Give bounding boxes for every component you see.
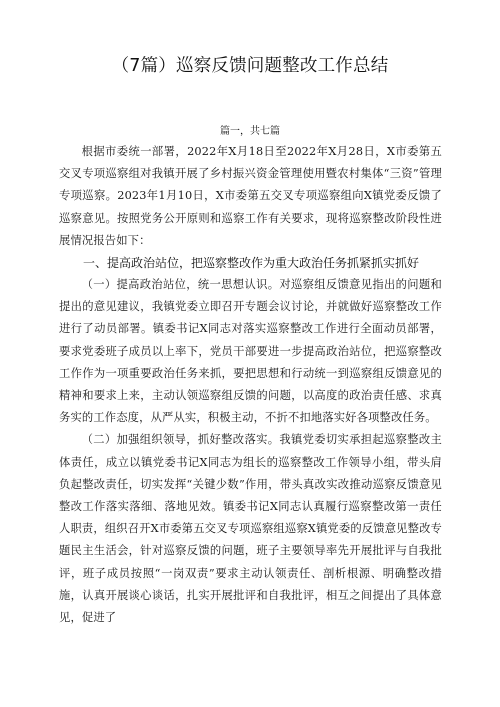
section-heading-1: 一、提高政治站位，把巡察整改作为重大政治任务抓紧抓实抓好 [83,256,420,271]
document-body [59,141,442,629]
intro-paragraph: 根据市委统一部署，2022年X月18日至2022年X月28日，X市委第五交叉专项巡察组对我镇开展了乡村振兴资金管理使用暨农村集体“三资”管理专项巡察。2023年1月10日，X市委第五交叉专项巡察组向X镇党委反馈了巡察意见。按照党务公开原则和巡察工作有关要求，现将巡察整改阶段性进展情况报告如下： [59,145,442,247]
part-label: 篇一，共七篇 [220,126,280,137]
paragraph-2: （二）加强组织领导，抓好整改落实。我镇党委切实承担起巡察整改主体责任，成立以镇党委书记X同志为组长的巡察整改工作领导小组，带头肩负起整改责任，切实发挥“关键少数”作用，带头真改实改推动巡察反馈意见整改工作落实落细、落地见效。镇委书记X同志认真履行巡察整改第一责任人职责，组织召开X市委第五交叉专项巡察组巡察X镇党委的反馈意见整改专题民主生活会，针对巡察反馈的问题，班子主要领导率先开展批评与自我批评，班子成员按照“一岗双责”要求主动认领责任、剖析根源、明确整改措施，认真开展谈心谈话，扎实开展批评和自我批评，相互之间提出了具体意见，促进了 [59,433,442,625]
paragraph-1: （一）提高政治站位，统一思想认识。对巡察组反馈意见指出的问题和提出的意见建议，我镇党委立即召开专题会议讨论，并就做好巡察整改工作进行了动员部署。镇委书记X同志对落实巡察整改工作进行全面动员部署，要求党委班子成员以上率下，党员干部要进一步提高政治站位，把巡察整改工作作为一项重要政治任务来抓，要把思想和行动统一到巡察组反馈意见的精神和要求上来，主动认领巡察组反馈的问题，以高度的政治责任感、求真务实的工作态度，从严从实，积极主动，不折不扣地落实好各项整改任务。 [59,278,442,425]
document-title: （7篇）巡察反馈问题整改工作总结 [111,56,389,76]
